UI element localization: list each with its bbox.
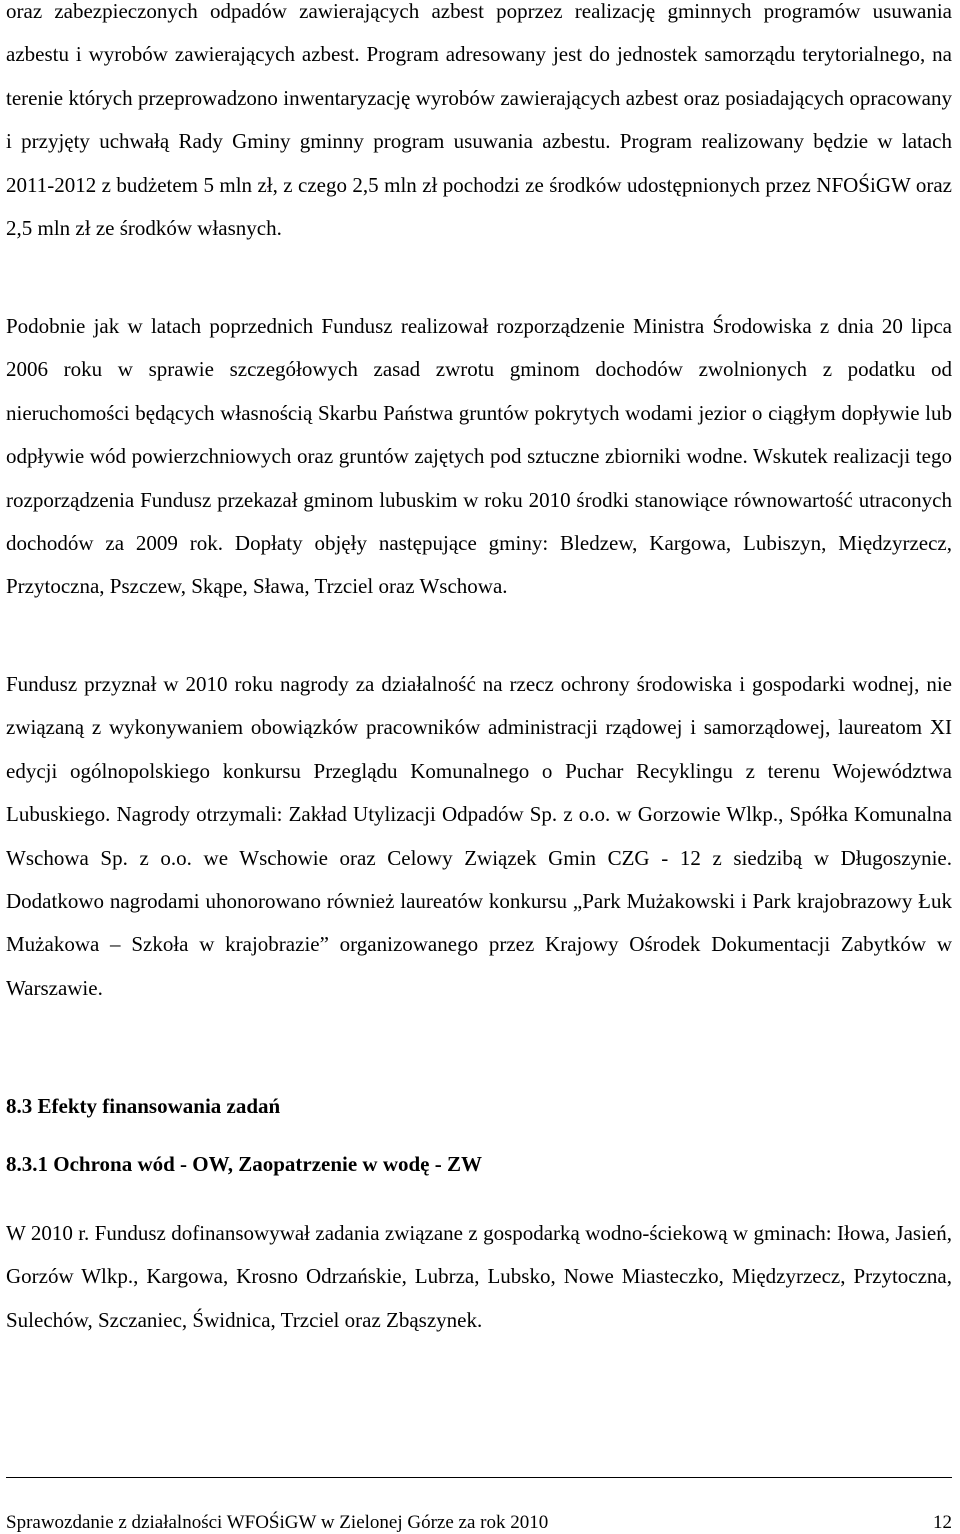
section-heading: 8.3 Efekty finansowania zadań [6,1094,281,1118]
paragraph-awards: Fundusz przyznał w 2010 roku nagrody za działalność na rzecz ochrony środowiska i gospodarki wodnej, nie związaną z wykonywaniem obowiązków pracowników administracji rządowej i samorządowej, laureatom XI edycji ogólnopolskiego konkursu Przeglądu Komunalnego o Puchar Recyklingu z terenu Województwa Lubuskiego. Nagrody otrzymali: Zakład Utylizacji Odpadów Sp. z o.o. w Gorzowie Wlkp., Spółka Komunalna Wschowa Sp. z o.o. we Wschowie oraz Celowy Związek Gmin CZG - 12 z siedzibą w Długoszynie. Dodatkowo nagrodami uhonorowano również laureatów konkursu „Park Mużakowski i Park krajobrazowy Łuk Mużakowa – Szkoła w krajobrazie” organizowanego przez Krajowy Ośrodek Dokumentacji Zabytków w Warszawie. [6,672,952,1000]
paragraph-land-tax-refund: Podobnie jak w latach poprzednich Fundusz realizował rozporządzenie Ministra Środowiska z dnia 20 lipca 2006 roku w sprawie szczegółowych zasad zwrotu gminom dochodów zwolnionych z podatku od nieruchomości będących własnością Skarbu Państwa gruntów pokrytych wodami jezior o ciągłym dopływie lub odpływie wód powierzchniowych oraz gruntów zajętych pod sztuczne zbiorniki wodne. Wskutek realizacji tego rozporządzenia Fundusz przekazał gminom lubuskim w roku 2010 środki stanowiące równowartość utraconych dochodów za 2009 rok. Dopłaty objęły następujące gminy: Bledzew, Kargowa, Lubiszyn, Międzyrzecz, Przytoczna, Pszczew, Skąpe, Sława, Trzciel oraz Wschowa. [6,314,952,599]
page-number: 12 [933,1512,952,1533]
paragraph-azbest-program: oraz zabezpieczonych odpadów zawierających azbest poprzez realizację gminnych programów usuwania azbestu i wyrobów zawierających azbest. Program adresowany jest do jednostek samorządu terytorialnego, na terenie których przeprowadzono inwentaryzację wyrobów zawierających azbest oraz posiadających opracowany i przyjęty uchwałą Rady Gminy gminny program usuwania azbestu. Program realizowany będzie w latach 2011-2012 z budżetem 5 mln zł, z czego 2,5 mln zł pochodzi ze środków udostępnionych przez NFOŚiGW oraz 2,5 mln zł ze środków własnych. [6,0,952,241]
footer-divider [6,1477,952,1478]
footer-title: Sprawozdanie z działalności WFOŚiGW w Zielonej Górze za rok 2010 [6,1512,549,1533]
subsection-heading: 8.3.1 Ochrona wód - OW, Zaopatrzenie w wodę - ZW [6,1152,483,1176]
paragraph-water-tasks: W 2010 r. Fundusz dofinansowywał zadania związane z gospodarką wodno-ściekową w gminach: Iłowa, Jasień, Gorzów Wlkp., Kargowa, Krosno Odrzańskie, Lubrza, Lubsko, Nowe Miasteczko, Międzyrzecz, Przytoczna, Sulechów, Szczaniec, Świdnica, Trzciel oraz Zbąszynek. [6,1221,952,1332]
